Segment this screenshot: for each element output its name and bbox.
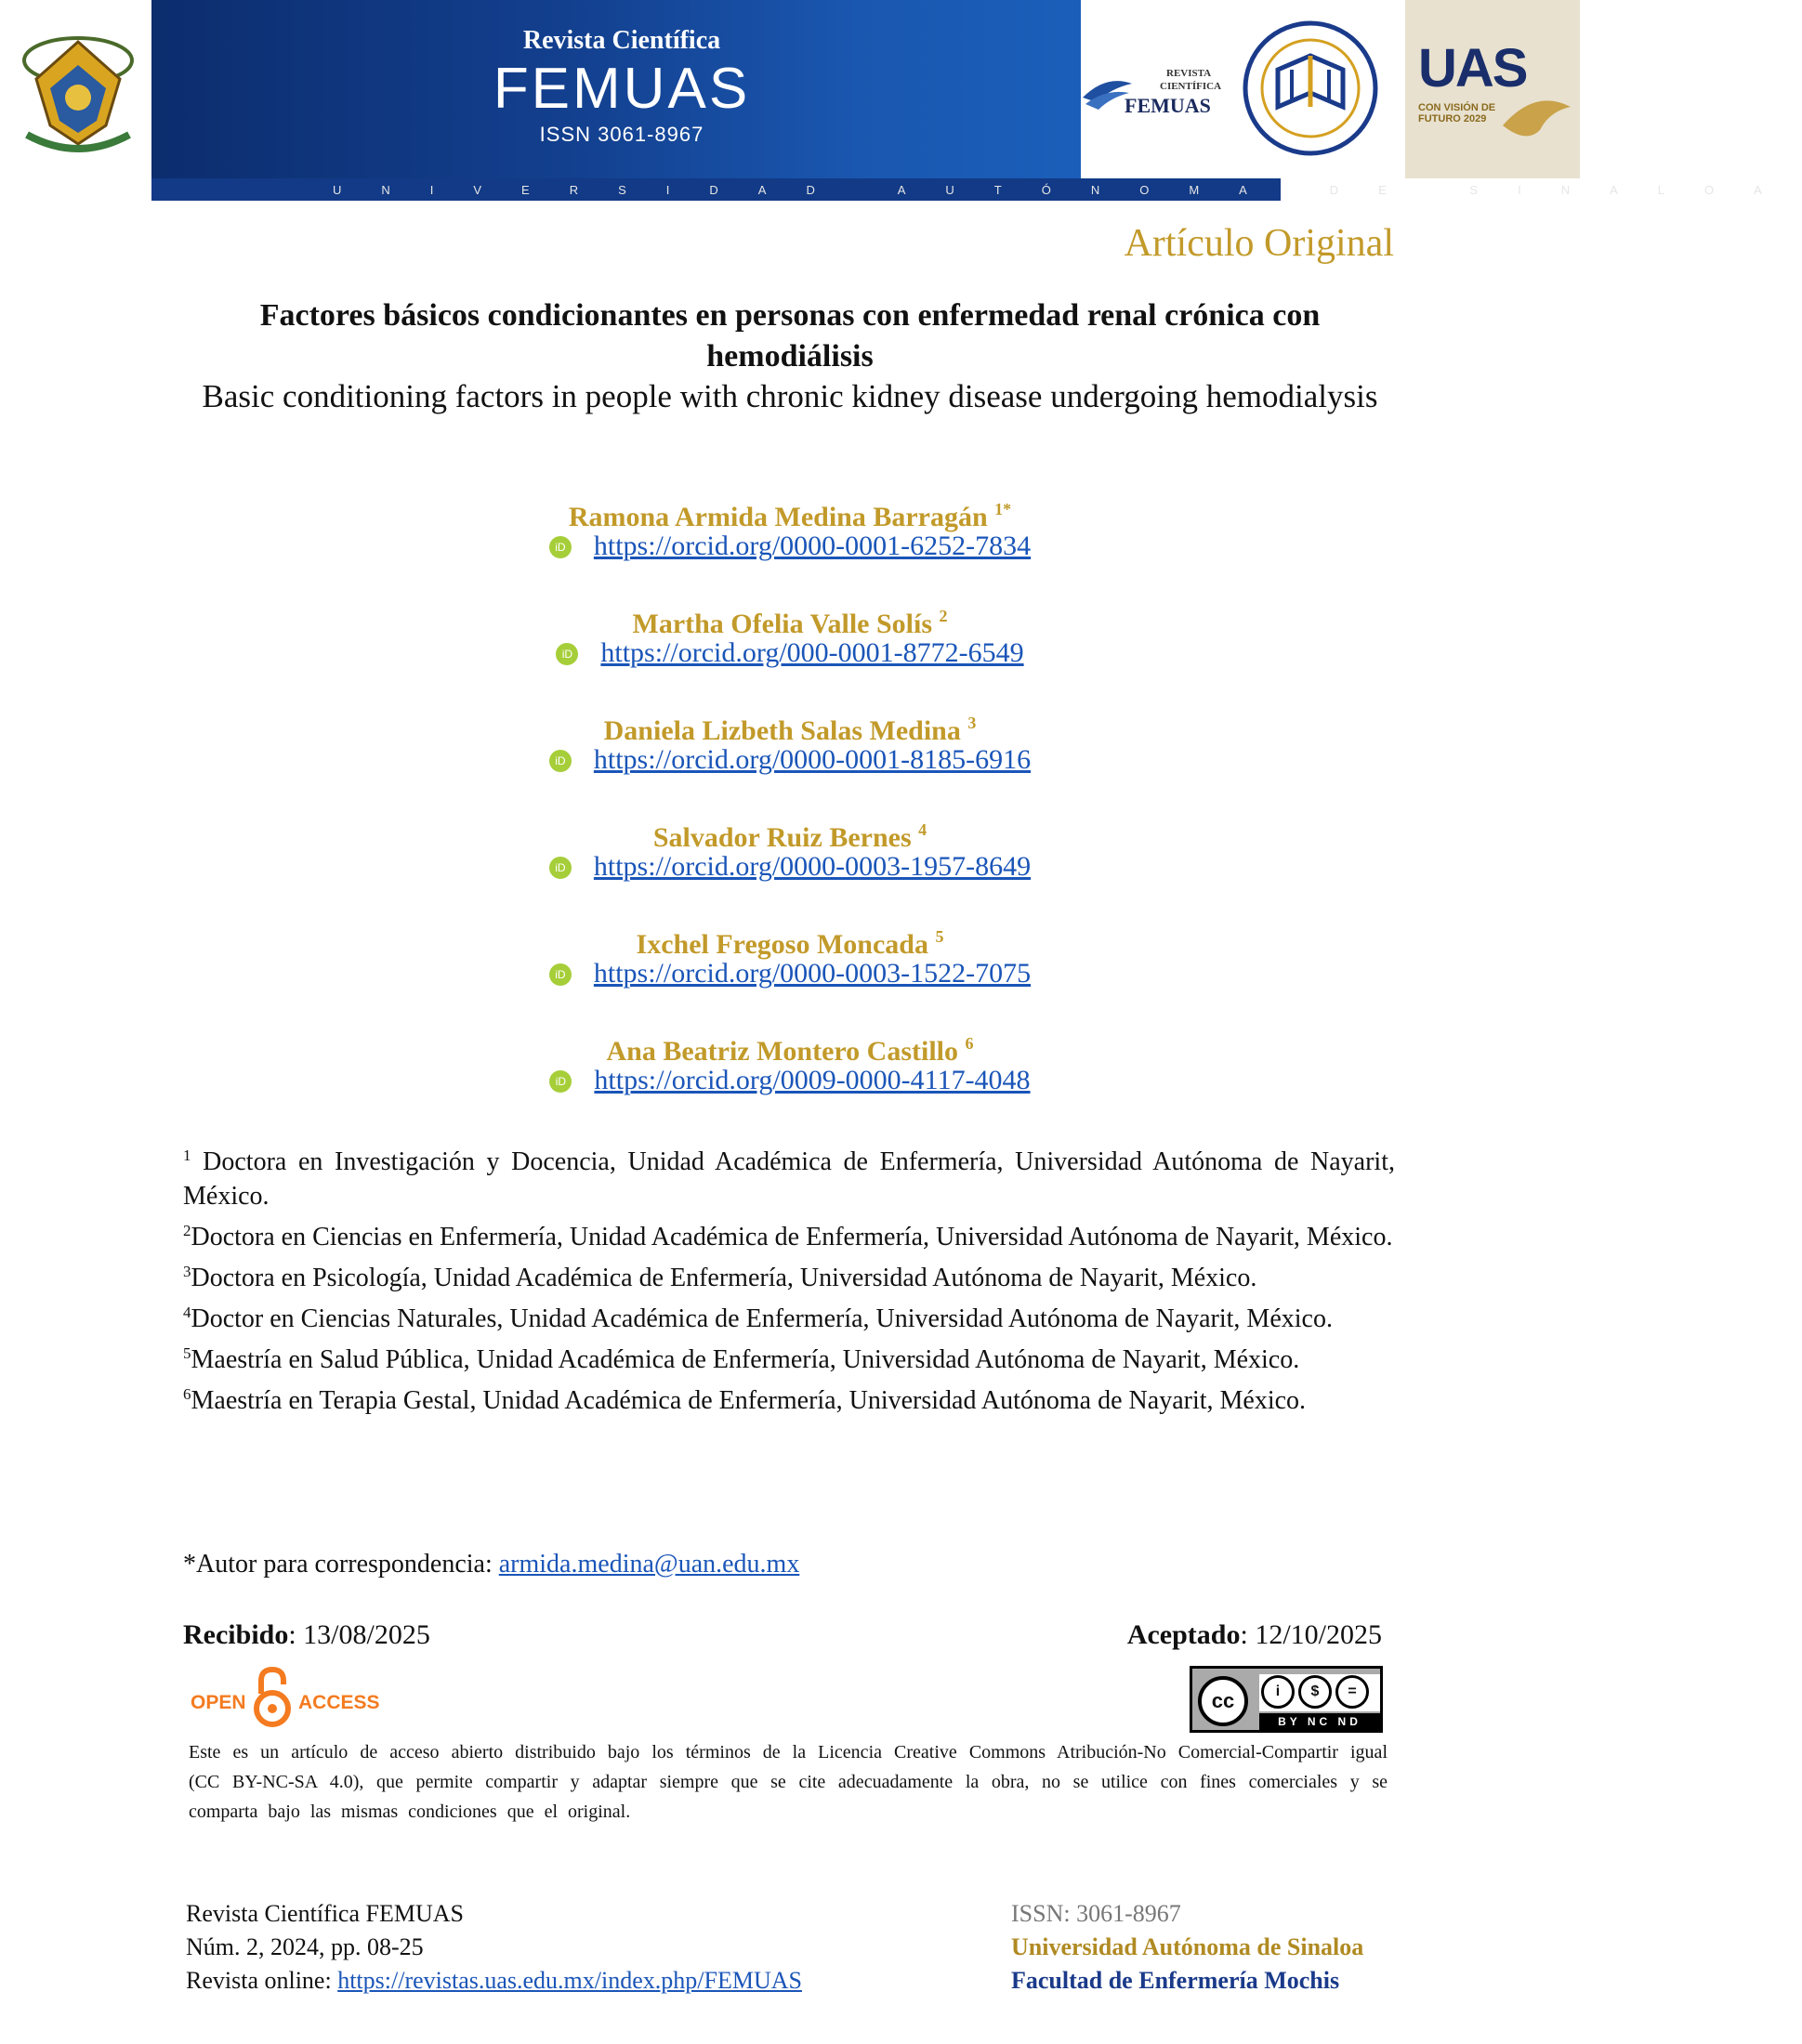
- university-strip: UNIVERSIDAD AUTÓNOMA DE SINALOA: [151, 178, 1281, 201]
- cc-license-badge: [1190, 1666, 1383, 1733]
- footer-left: [186, 1897, 802, 1998]
- article-type: Artículo Original: [1124, 222, 1394, 265]
- author-entry: [0, 597, 1580, 704]
- orcid-link[interactable]: https://orcid.org/0000-0003-1522-7075: [593, 958, 1032, 989]
- orcid-link[interactable]: https://orcid.org/0000-0003-1957-8649: [593, 851, 1032, 882]
- author-name: Ana Beatriz Montero Castillo $^6$: [606, 1034, 974, 1067]
- author-entry: [0, 811, 1580, 918]
- footer-journal: Revista Científica FEMUAS: [186, 1900, 464, 1927]
- orcid-row: [0, 848, 1580, 885]
- author-entry: [0, 918, 1580, 1025]
- cc-badge-label: BY NC ND: [1259, 1713, 1380, 1730]
- orcid-icon: iD: [549, 536, 572, 558]
- orcid-link[interactable]: https://orcid.org/0000-0001-8185-6916: [593, 744, 1032, 775]
- open-access-logo: [191, 1666, 380, 1731]
- footer-issn: ISSN: 3061-8967: [1011, 1900, 1181, 1927]
- orcid-icon: iD: [549, 963, 572, 986]
- correspondence-label: *Autor para correspondencia:: [183, 1550, 499, 1579]
- author-affiliation-mark: 1*: [994, 500, 1012, 518]
- orcid-icon: iD: [549, 857, 572, 879]
- footer-faculty: Facultad de Enfermería Mochis: [1011, 1967, 1340, 1994]
- university-crest-icon: [18, 23, 138, 163]
- university-crest: [0, 0, 156, 186]
- affiliation-item: $^1$ Doctora en Investigación y Docencia, Unidad Académica de Enfermería, Universidad Autónoma de Nayarit, México.: [183, 1146, 1395, 1211]
- orcid-link[interactable]: https://orcid.org/0009-0000-4117-4048: [594, 1065, 1031, 1095]
- femuas-mini-logo: [1078, 60, 1227, 125]
- correspondence: [183, 1550, 799, 1579]
- orcid-icon: iD: [549, 1070, 572, 1093]
- journal-banner: [0, 0, 1802, 201]
- mini-logo-line2: CIENTÍFICA: [1160, 81, 1222, 92]
- license-text: Este es un artículo de acceso abierto distribuido bajo los términos de la Licencia Creative Commons Atribución-No Comercial-Compartir igual (CC BY-NC-SA 4.0), que permite compartir y adaptar siempre que se cite adecuadamente la obra, no se utilice con fines comerciales y se comparta bajo las mismas condiciones que el original.: [189, 1742, 1388, 1822]
- author-affiliation-mark: 4: [918, 820, 927, 839]
- eagle-icon: [1498, 88, 1572, 153]
- orcid-icon: iD: [549, 750, 572, 772]
- orcid-row: [0, 635, 1580, 672]
- title-spanish: Factores básicos condicionantes en personas con enfermedad renal crónica con hemodiálisis: [259, 298, 1321, 373]
- orcid-row: [0, 955, 1580, 992]
- author-name: Salvador Ruiz Bernes $^4$: [652, 820, 927, 853]
- orcid-icon: iD: [556, 643, 578, 665]
- author-entry: [0, 491, 1580, 597]
- journal-website-link[interactable]: https://revistas.uas.edu.mx/index.php/FEMUAS: [337, 1967, 802, 1994]
- journal-name-big: FEMUAS: [493, 57, 751, 121]
- affiliation-item: $^3$Doctora en Psicología, Unidad Académica de Enfermería, Universidad Autónoma de Nayarit, México.: [183, 1263, 1257, 1292]
- author-name: Martha Ofelia Valle Solís $^2$: [632, 607, 948, 639]
- open-lock-icon: [252, 1666, 293, 1727]
- author-name: Daniela Lizbeth Salas Medina $^3$: [603, 714, 977, 746]
- journal-issn: ISSN 3061-8967: [539, 123, 704, 146]
- uas-repository-seal: [1241, 19, 1380, 158]
- orcid-row: [0, 1062, 1580, 1099]
- affiliation-item: $^4$Doctor en Ciencias Naturales, Unidad Académica de Enfermería, Universidad Autónoma de Nayarit, México.: [183, 1304, 1333, 1333]
- footer-issue: Núm. 2, 2024, pp. 08-25: [186, 1933, 424, 1960]
- correspondence-email-link[interactable]: armida.medina@uan.edu.mx: [498, 1550, 800, 1579]
- orcid-link[interactable]: https://orcid.org/0000-0001-6252-7834: [593, 531, 1032, 561]
- affiliations: [183, 1138, 1395, 1418]
- footer-right: [1011, 1897, 1363, 1998]
- uas-logo: [1405, 0, 1580, 178]
- open-access-left: OPEN: [191, 1692, 246, 1713]
- cc-by-icon: i: [1261, 1675, 1295, 1709]
- footer-university: Universidad Autónoma de Sinaloa: [1011, 1933, 1364, 1960]
- mini-logo-line3: FEMUAS: [1125, 94, 1211, 117]
- orcid-row: [0, 741, 1580, 779]
- footer-online: Revista online: https://revistas.uas.edu.mx/index.php/FEMUAS: [186, 1967, 802, 1994]
- author-name: Ixchel Fregoso Moncada $^5$: [636, 927, 944, 960]
- author-affiliation-mark: 2: [939, 607, 948, 625]
- author-entry: [0, 704, 1580, 811]
- uas-repository-seal-icon: [1241, 19, 1380, 158]
- affiliation-item: $^6$Maestría en Terapia Gestal, Unidad Académica de Enfermería, Universidad Autónoma de Nayarit, México.: [183, 1385, 1307, 1415]
- author-name: Ramona Armida Medina Barragán $^{1*}$: [568, 500, 1012, 532]
- author-list: [0, 491, 1580, 1132]
- journal-name-small: Revista Científica: [522, 26, 721, 55]
- cc-nc-icon: $: [1298, 1675, 1332, 1709]
- title-english: Basic conditioning factors in people with chronic kidney disease undergoing hemodialysis: [202, 378, 1378, 414]
- affiliation-item: $^5$Maestría en Salud Pública, Unidad Académica de Enfermería, Universidad Autónoma de Nayarit, México.: [183, 1344, 1300, 1374]
- mini-logo-line1: REVISTA: [1166, 68, 1212, 79]
- orcid-row: [0, 528, 1580, 565]
- orcid-link[interactable]: https://orcid.org/000-0001-8772-6549: [600, 637, 1024, 668]
- open-access-right: ACCESS: [298, 1692, 380, 1713]
- uas-logo-tagline: CON VISIÓN DE FUTURO 2029: [1418, 102, 1496, 124]
- author-affiliation-mark: 3: [967, 714, 977, 732]
- accepted-date: Aceptado: 12/10/2025: [1126, 1619, 1382, 1650]
- cc-nd-icon: =: [1335, 1675, 1369, 1709]
- received-date: Recibido: 13/08/2025: [183, 1619, 430, 1650]
- uas-logo-text: UAS: [1418, 38, 1527, 98]
- author-affiliation-mark: 5: [935, 927, 944, 946]
- cc-icon: cc: [1198, 1676, 1248, 1726]
- author-entry: [0, 1025, 1580, 1132]
- affiliation-item: $^2$Doctora en Ciencias en Enfermería, Unidad Académica de Enfermería, Universidad Autónoma de Nayarit, México.: [183, 1222, 1393, 1251]
- author-affiliation-mark: 6: [965, 1034, 974, 1053]
